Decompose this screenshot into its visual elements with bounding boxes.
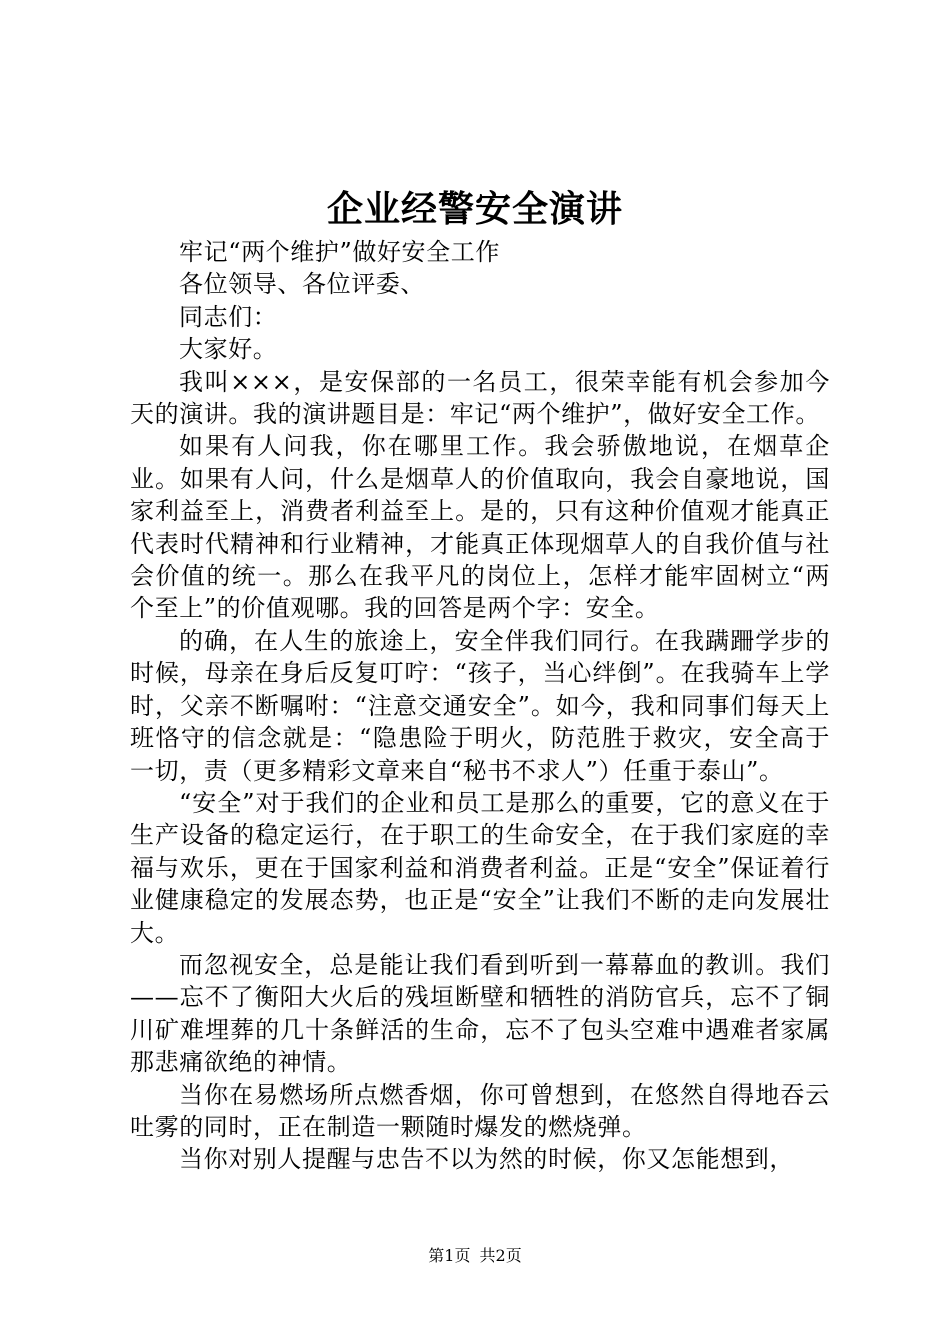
- paragraph: 当你对别人提醒与忠告不以为然的时候，你又怎能想到，: [179, 1145, 794, 1174]
- paragraph: 而忽视安全，总是能让我们看到听到一幕幕血的教训。我们——忘不了衡阳大火后的残垣断壁和牺牲的消防官兵，忘不了铜川矿难埋葬的几十条鲜活的生命，忘不了包头空难中遇难者家属那悲痛欲绝的神情。: [130, 950, 830, 1077]
- paragraph: 如果有人问我，你在哪里工作。我会骄傲地说，在烟草企业。如果有人问，什么是烟草人的价值取向，我会自豪地说，国家利益至上，消费者利益至上。是的，只有这种价值观才能真正代表时代精神和行业精神，才能真正体现烟草人的自我价值与社会价值的统一。那么在我平凡的岗位上，怎样才能牢固树立“两个至上”的价值观哪。我的回答是两个字：安全。: [130, 432, 830, 623]
- paragraph: 同志们：: [179, 302, 278, 331]
- paragraph: 大家好。: [179, 335, 278, 364]
- paragraph: 我叫×××，是安保部的一名员工，很荣幸能有机会参加今天的演讲。我的演讲题目是：牢记“两个维护”，做好安全工作。: [130, 367, 830, 429]
- document-title: 企业经警安全演讲: [326, 188, 623, 230]
- paragraph: “安全”对于我们的企业和员工是那么的重要，它的意义在于生产设备的稳定运行，在于职工的生命安全，在于我们家庭的幸福与欢乐，更在于国家利益和消费者利益。正是“安全”保证着行业健康稳定的发展态势，也正是“安全”让我们不断的走向发展壮大。: [130, 788, 830, 947]
- paragraph: 当你在易燃场所点燃香烟，你可曾想到，在悠然自得地吞云吐雾的同时，正在制造一颗随时爆发的燃烧弹。: [130, 1080, 830, 1141]
- paragraph: 的确，在人生的旅途上，安全伴我们同行。在我蹒跚学步的时候，母亲在身后反复叮咛：“孩子，当心绊倒”。在我骑车上学时，父亲不断嘱咐：“注意交通安全”。如今，我和同事们每天上班恪守的信念就是：“隐患险于明火，防范胜于救灾，安全高于一切，责（更多精彩文章来自“秘书不求人”）任重于泰山”。: [130, 626, 830, 785]
- paragraph: 各位领导、各位评委、: [179, 270, 425, 299]
- paragraph: 牢记“两个维护”做好安全工作: [179, 238, 500, 266]
- page-footer: 第1页 共2页: [428, 1246, 522, 1265]
- document-body: [130, 236, 830, 1176]
